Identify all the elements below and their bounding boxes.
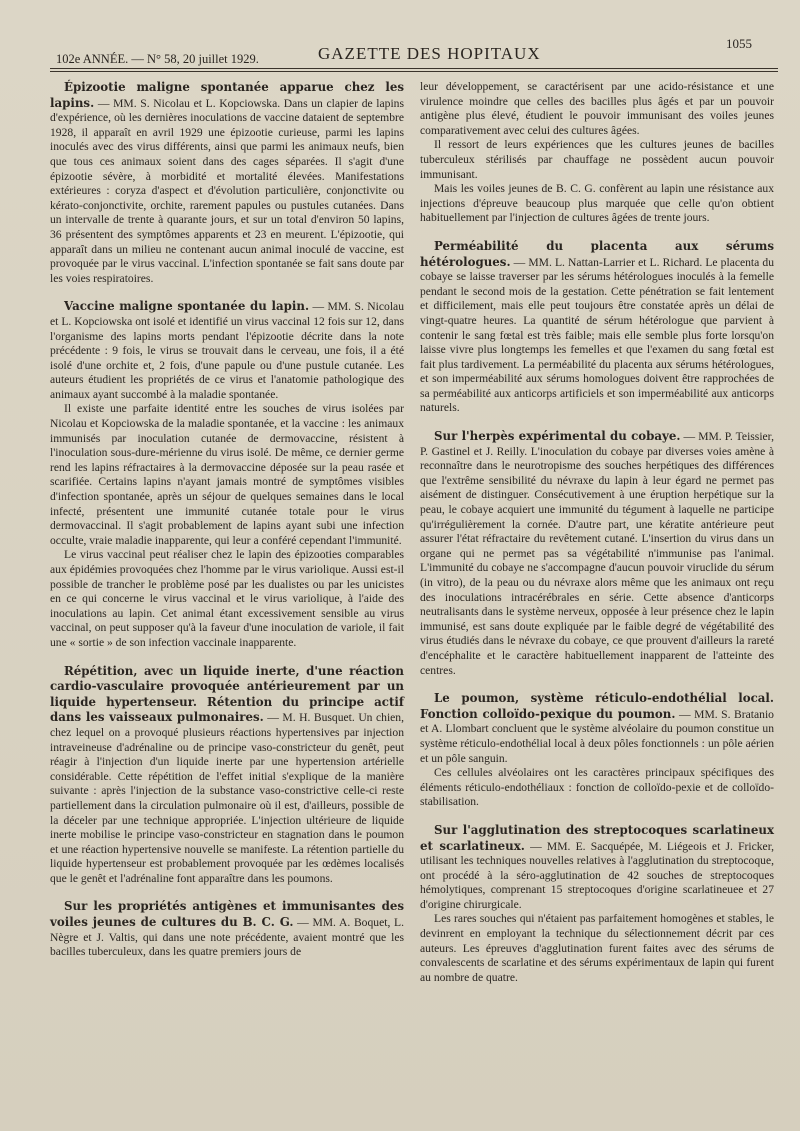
journal-title: GAZETTE DES HOPITAUX xyxy=(318,44,541,63)
article-paragraph: Le virus vaccinal peut réaliser chez le lapin des épizooties comparables aux épidémies provoquées chez l'homme par le virus variolique. Aussi est-il possible de trancher le problème posé par les dualistes ou par les unicistes en ce qui concerne le virus vaccinal et le virus variolique, à l'aide des inoculations au lapin. Cet animal étant excessivement sensible au virus vaccinal, on peut supposer qu'à la faveur d'une inoculation de variole, il fait une « sortie » de son infection vaccinale inapparente. xyxy=(50,548,404,649)
header-rule-thin xyxy=(50,71,778,72)
page-header xyxy=(50,28,778,68)
article-title: Sur l'agglutination des streptocoques scarlatineux et scarlatineux. xyxy=(420,822,774,853)
article xyxy=(420,429,774,678)
article-title: Sur les propriétés antigènes et immunisantes des voiles jeunes de cultures du B. C. G. xyxy=(50,899,404,930)
article-body: leur développement, se caractérisent par une acido-résistance et une virulence moindre que celles des bacilles plus âgés et par un pouvoir antigène plus élevé, étudient le pouvoir immunisant des voiles jeunes comparativement avec celui des cultures âgées. xyxy=(420,80,774,137)
article xyxy=(420,691,774,810)
article-title: Épizootie maligne spontanée apparue chez les lapins. xyxy=(50,80,404,110)
article-authors: — MM. S. Nicolau et L. Kopciowska. xyxy=(94,96,284,110)
header-rule xyxy=(50,68,778,69)
article-paragraph: Il existe une parfaite identité entre les souches de virus isolées par Nicolau et Kopciowska de la maladie spontanée, et la vaccine : les animaux immunisés par inoculation cutanée de dermovaccine, résistent à l'inoculation sous-dure-mérienne du virus isolé. De même, ce dernier germe rend les lapins réfractaires à la dermovaccine déposée sur la peau rasée et scarifiée. Certains lapins n'ayant jamais montré de symptômes visibles d'infection spontanée, après un séjour de quelques semaines dans le local infecté, présentent une immunité cutanée totale pour le virus dermovaccinal. Il s'agit probablement de lapins ayant subi une infection occulte, vraie maladie inapparente, qui leur a conféré cependant l'immunité. xyxy=(50,402,404,547)
article-authors: — MM. S. Bratanio et A. Llombart xyxy=(420,707,774,736)
article-paragraph: Les rares souches qui n'étaient pas parfaitement homogènes et stables, le devinrent en employant la technique du sélectionnement décrit par ces auteurs. Les épreuves d'agglutination furent faites avec des sérums de convalescents de scarlatine et des sérums expérimentaux de lapin qui furent au nombre de quatre. xyxy=(420,912,774,984)
article-body: Le placenta du cobaye se laisse traverser par les sérums hétérologues inoculés à la femelle pendant le second mois de la gestation. Cette pénétration se fait lentement et difficilement, mais elle peut toujours être constatée après un délai de vingt-quatre heures. La quantité de sérum hétérologue que parvient à contenir le sang fœtal est très faible; mais elle semble plus forte lorsqu'on laisse vivre plus longtemps les femelles et que l'examen du sang fœtal est fait plus tardivement. La perméabilité du placenta aux sérums hétérologues, et son imperméabilité aux sérums homologues doivent être rapprochées de sa perméabilité aux anticorps artificiels et son imperméabilité aux anticorps naturels. xyxy=(420,255,774,415)
columns xyxy=(50,80,778,998)
right-column xyxy=(420,80,774,998)
article xyxy=(50,899,404,959)
article-paragraph: Ces cellules alvéolaires ont les caractères principaux spécifiques des éléments réticulo-endothéliaux : fonction de colloïdo-pexie et de colloïdo-stabilisation. xyxy=(420,766,774,809)
article xyxy=(50,299,404,650)
article-authors: — M. H. Busquet. xyxy=(263,711,359,725)
article-title: Le poumon, système réticulo-endothélial local. Fonction colloïdo-pexique du poumon. xyxy=(420,691,774,721)
article-title: Vaccine maligne spontanée du lapin. xyxy=(64,299,310,314)
article-body: ont isolé et identifié un virus vaccinal 12 fois sur 12, dans l'organisme des lapins morts pendant l'épizootie décrite dans la note précédente : 9 fois, le virus se trouvait dans le cerveau, une fois, il a été isolé d'une orchite et, 2 fois, d'une papule ou d'une pustule cutanée. Les auteurs étudient les propriétés de ce virus et l'anatomie pathologique des animaux ayant succombé à la maladie spontanée. xyxy=(50,314,404,401)
article-continued xyxy=(420,80,774,226)
article-paragraph: Mais les voiles jeunes de B. C. G. confèrent au lapin une résistance aux injections d'épreuve beaucoup plus marquée que celle qu'on obtient habituellement par l'injection de cultures âgées de trente jours. xyxy=(420,182,774,225)
article-body: L'inoculation du cobaye par diverses voies amène à reconnaître dans le neurotropisme des souches herpétiques des différences que l'extrême sensibilité du névraxe du lapin à leur égard ne permet pas aisément de distinguer. Consécutivement à une éruption herpétique sur la peau, le cobaye acquiert une immunité du tégument à laquelle ne participe qu'irrégulièrement la cornée. D'autre part, une kératite antérieure peut assurer l'état réfractaire du revêtement cutané. L'insertion du virus dans un organe qui ne permet pas sa végétabilité n'immunise pas l'animal. L'immunité du cobaye ne s'accompagne d'aucun pouvoir viruclide du sérum (in vitro), de la peau ou du névraxe alors même que les animaux ont reçu des inoculations intracérébrales en série. Cette absence d'anticorps neutralisants dans le système nerveux, opposée à leur présence chez le lapin immunisé, est sans doute expliquée par le faible degré de végétabilité des virus étudiés dans le névraxe du cobaye, ce que prouvent d'ailleurs la rareté d'encéphalite et le caractère habituellement inapparent de l'atteinte des centres. xyxy=(420,444,774,677)
article-title: Sur l'herpès expérimental du cobaye. xyxy=(434,429,681,444)
article-body: qui dans une note précédente, avaient montré que les bacilles tuberculeux, dans les quatre premiers jours de xyxy=(50,930,404,959)
article-paragraph: Il ressort de leurs expériences que les cultures jeunes de bacilles tuberculeux stérilisés par chauffage ne possèdent aucun pouvoir immunisant. xyxy=(420,138,774,181)
article-title: Perméabilité du placenta aux sérums hétérologues. xyxy=(420,238,774,269)
article-body: concluent que le système alvéolaire du poumon constitue un système réticulo-endothélial local à deux pôles fonctionnels : un pôle aérien et un pôle sanguin. xyxy=(420,722,774,765)
article-authors: — MM. S. Nicolau et L. Kopciowska xyxy=(50,300,404,328)
article-body: utilisant les techniques nouvelles relatives à l'agglutination du streptocoque, ont procédé à la séro-agglutination de 42 souches de streptocoques hémolytiques, comprenant 15 streptocoques d'origine scarlatineuee et 27 d'origine chirurgicale. xyxy=(420,854,774,911)
article xyxy=(420,823,774,986)
article-authors: — MM. P. Teissier, P. Gastinel et J. Reilly. xyxy=(420,430,774,458)
article xyxy=(50,80,404,286)
article-authors: — MM. L. Nattan-Larrier et L. Richard. xyxy=(510,255,706,269)
article-authors: — MM. A. Boquet, L. Nègre et J. Valtis, xyxy=(50,916,404,944)
article-authors: — MM. E. Sacquépée, M. Liégeois et J. Fricker, xyxy=(524,839,774,853)
article xyxy=(50,664,404,887)
left-column xyxy=(50,80,404,998)
article-body: Dans un clapier de lapins d'expérience, où les dernières inoculations de vaccine dataient de septembre 1928, il apparaît en avril 1929 une épizootie curieuse, parmi les lapins inoculés avec des virus différents, ainsi que parmi les animaux neufs, bien que tous ces animaux soient dans des cages séparées. Il s'agit d'une épizootie sévère, à morbidité et mortalité élevées. Manifestations extérieures : coryza d'aspect et d'évolution particulière, conjonctivite ou kérato-conjonctivite, orchite, rarement papules ou pustules cutanées. Dans un intervalle de trente à quarante jours, et sur un total d'environ 50 lapins, 36 présentent des symptômes apparents et 23 en meurent. L'épizootie, qui apparaît dans un milieu ne contenant aucun animal inoculé de vaccine, est provoquée par le virus vaccinal. L'infection spontanée se fait sans doute par les voies respiratoires. xyxy=(50,96,404,285)
article xyxy=(420,239,774,416)
article-title: Répétition, avec un liquide inerte, d'une réaction cardio-vasculaire provoquée antérieurement par un liquide hypertenseur. Rétention du principe actif dans les vaisseaux pulmonaires. xyxy=(50,663,404,725)
issue-line: 102e ANNÉE. — N° 58, 20 juillet 1929. xyxy=(56,52,259,66)
article-body: Un chien, chez lequel on a provoqué plusieurs réactions hypertensives par injection intraveineuse d'adrénaline ou de principe vaso-constricteur du genêt, peut réagir à l'injection d'un liquide inerte par une hypertension artérielle considérable. Cette répétition de l'effet initial s'explique de la manière suivante : après l'injection de la substance vaso-constrictive celle-ci reste partiellement dans la circulation pulmonaire où il est, d'ailleurs, possible de la déceler par une technique appropriée. L'injection ultérieure de liquide inerte mobilise le principe vaso-constricteur en stagnation dans le poumon et une réaction hypertensive nouvelle se manifeste. La rétention partielle du liquide hypertenseur est probablement provoquée par les œdèmes localisés que le genêt et l'adrénaline font apparaître dans les poumons. xyxy=(50,711,405,885)
page-number: 1055 xyxy=(726,36,752,51)
